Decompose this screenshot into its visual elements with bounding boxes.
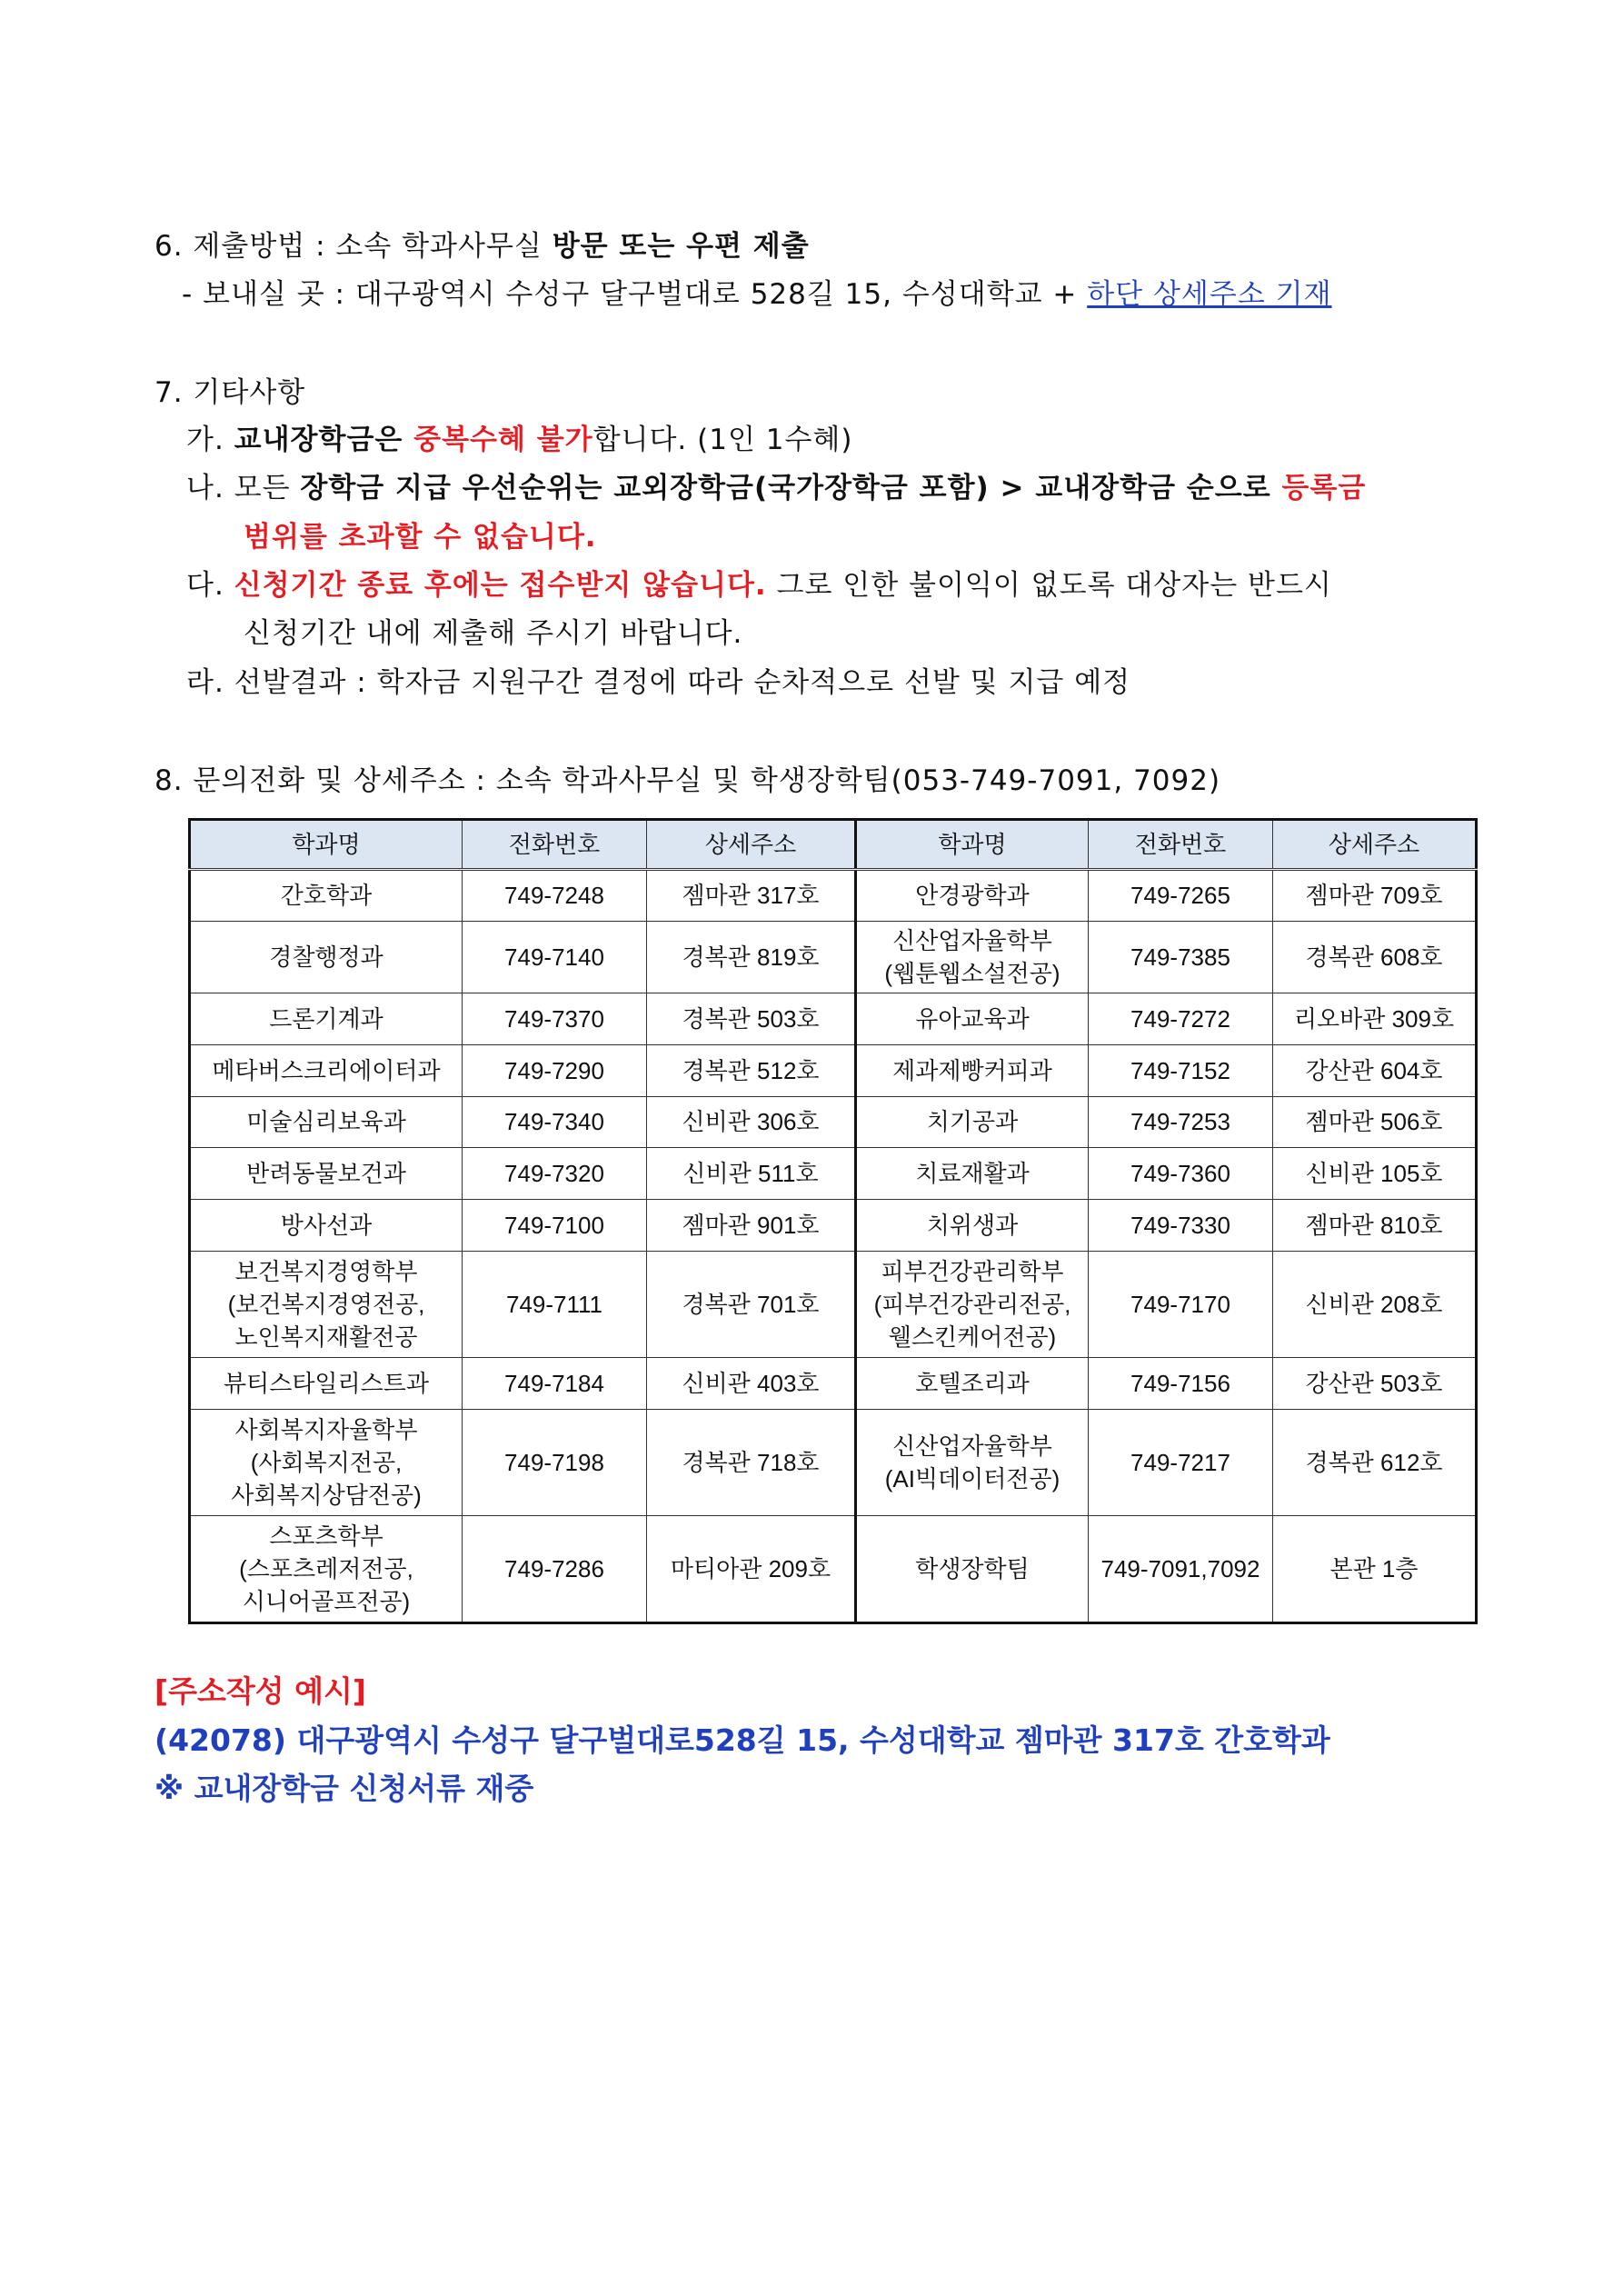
cell-line: 노인복지재활전공 bbox=[234, 1323, 418, 1351]
cell-address bbox=[1273, 1251, 1477, 1358]
cell-dept bbox=[190, 1199, 463, 1251]
address-example-heading: [주소작성 예시] bbox=[154, 1673, 366, 1709]
cell-line: 강산관 503호 bbox=[1305, 1369, 1443, 1397]
cell-line: 749-7248 bbox=[504, 882, 604, 910]
cell-line: 경찰행정과 bbox=[269, 943, 383, 971]
cell-phone bbox=[1089, 921, 1273, 993]
cell-phone bbox=[463, 1199, 647, 1251]
cell-line: 신비관 208호 bbox=[1305, 1290, 1443, 1318]
cell-phone bbox=[463, 1044, 647, 1096]
section-6-line bbox=[154, 228, 810, 265]
section-7-item-d: 라. 선발결과 : 학자금 지원구간 결정에 따라 순차적으로 선발 및 지급 예정 bbox=[186, 666, 1131, 699]
cell-dept bbox=[190, 993, 463, 1045]
cell-dept bbox=[856, 1199, 1089, 1251]
cell-phone bbox=[1089, 1516, 1273, 1623]
item-c-red: 신청기간 종료 후에는 접수받지 않습니다. bbox=[234, 569, 767, 602]
cell-line: 749-7217 bbox=[1130, 1449, 1230, 1477]
cell-line: 경복관 701호 bbox=[682, 1290, 820, 1318]
cell-phone bbox=[1089, 1199, 1273, 1251]
cell-line: 젬마관 810호 bbox=[1305, 1211, 1443, 1239]
section-6-method: 방문 또는 우편 제출 bbox=[552, 230, 810, 263]
cell-line: 마티아관 209호 bbox=[670, 1555, 831, 1583]
cell-line: 경복관 612호 bbox=[1305, 1449, 1443, 1477]
cell-line: 학생장학팀 bbox=[915, 1555, 1030, 1583]
header-address: 상세주소 bbox=[647, 820, 856, 870]
cell-phone bbox=[463, 1358, 647, 1410]
table-row bbox=[190, 1516, 1477, 1623]
cell-line: 호텔조리과 bbox=[915, 1369, 1030, 1397]
cell-dept bbox=[856, 993, 1089, 1045]
cell-address bbox=[647, 1358, 856, 1410]
cell-line: 749-7140 bbox=[504, 943, 604, 971]
cell-line: (웹툰웹소설전공) bbox=[884, 959, 1060, 987]
address-example-line: (42078) 대구광역시 수성구 달구벌대로528길 15, 수성대학교 젬마관 317호 간호학과 bbox=[154, 1722, 1330, 1758]
cell-line: 749-7156 bbox=[1130, 1369, 1230, 1397]
cell-address bbox=[1273, 1409, 1477, 1516]
cell-dept bbox=[190, 1044, 463, 1096]
cell-dept bbox=[856, 921, 1089, 993]
cell-line: 반려동물보건과 bbox=[246, 1160, 406, 1188]
cell-line: 미술심리보육과 bbox=[246, 1108, 406, 1136]
cell-dept bbox=[856, 1148, 1089, 1200]
table-row bbox=[190, 1409, 1477, 1516]
cell-line: 신비관 306호 bbox=[682, 1108, 820, 1136]
cell-dept bbox=[856, 870, 1089, 922]
table-row bbox=[190, 1199, 1477, 1251]
cell-address bbox=[1273, 1516, 1477, 1623]
cell-line: 749-7290 bbox=[504, 1056, 604, 1084]
cell-line: 749-7184 bbox=[504, 1369, 604, 1397]
item-a-marker: 가. bbox=[186, 424, 234, 456]
cell-line: 749-7385 bbox=[1130, 943, 1230, 971]
item-a-red: 중복수혜 불가 bbox=[413, 424, 593, 456]
cell-address bbox=[647, 1199, 856, 1251]
cell-line: 안경광학과 bbox=[915, 882, 1030, 910]
address-example-note: ※ 교내장학금 신청서류 재중 bbox=[154, 1771, 534, 1806]
item-b-bold: 장학금 지급 우선순위는 교외장학금(국가장학금 포함) > 교내장학금 순으로 bbox=[300, 472, 1282, 504]
cell-dept bbox=[856, 1516, 1089, 1623]
cell-line: 749-7111 bbox=[505, 1290, 603, 1318]
cell-dept bbox=[190, 1251, 463, 1358]
cell-line: 간호학과 bbox=[280, 882, 373, 910]
cell-dept bbox=[856, 1409, 1089, 1516]
item-a-rest: 합니다. (1인 1수혜) bbox=[592, 424, 853, 456]
cell-address bbox=[647, 1148, 856, 1200]
table-row bbox=[190, 921, 1477, 993]
table-row bbox=[190, 1044, 1477, 1096]
cell-line: 신비관 105호 bbox=[1305, 1160, 1443, 1188]
item-b-red: 등록금 bbox=[1281, 472, 1367, 504]
cell-line: (스포츠레저전공, bbox=[239, 1555, 413, 1583]
cell-line: 시니어골프전공) bbox=[242, 1588, 411, 1616]
cell-line: (보건복지경영전공, bbox=[227, 1290, 425, 1318]
cell-phone bbox=[1089, 993, 1273, 1045]
cell-line: 유아교육과 bbox=[915, 1004, 1030, 1033]
table-row bbox=[190, 993, 1477, 1045]
detail-address-link[interactable]: 하단 상세주소 기재 bbox=[1087, 278, 1332, 311]
cell-dept bbox=[856, 1251, 1089, 1358]
cell-phone bbox=[463, 1096, 647, 1148]
cell-line: 웰스킨케어전공) bbox=[888, 1323, 1057, 1351]
cell-line: 경복관 512호 bbox=[682, 1056, 820, 1084]
table-row bbox=[190, 1096, 1477, 1148]
cell-line: 본관 1층 bbox=[1329, 1555, 1419, 1583]
cell-phone bbox=[463, 1251, 647, 1358]
cell-address bbox=[647, 1516, 856, 1623]
cell-line: 젬마관 506호 bbox=[1305, 1108, 1443, 1136]
cell-line: 신산업자율학부 bbox=[892, 1433, 1052, 1461]
cell-dept bbox=[190, 1358, 463, 1410]
item-c-marker: 다. bbox=[186, 569, 234, 602]
cell-address bbox=[1273, 1358, 1477, 1410]
cell-phone bbox=[463, 993, 647, 1045]
cell-address bbox=[1273, 1044, 1477, 1096]
cell-line: 강산관 604호 bbox=[1305, 1056, 1443, 1084]
cell-line: 경복관 819호 bbox=[682, 943, 820, 971]
cell-dept bbox=[856, 1044, 1089, 1096]
section-6-label: 6. 제출방법 : 소속 학과사무실 bbox=[154, 230, 553, 263]
cell-phone bbox=[1089, 1358, 1273, 1410]
cell-dept bbox=[190, 1096, 463, 1148]
cell-address bbox=[647, 1409, 856, 1516]
cell-dept bbox=[190, 870, 463, 922]
cell-line: 신산업자율학부 bbox=[892, 926, 1052, 954]
cell-line: 스포츠학부 bbox=[269, 1522, 383, 1551]
cell-line: 749-7265 bbox=[1130, 882, 1230, 910]
cell-line: 사회복지자율학부 bbox=[234, 1416, 418, 1444]
cell-dept bbox=[856, 1358, 1089, 1410]
section-7-item-a bbox=[186, 422, 852, 458]
cell-dept bbox=[190, 1409, 463, 1516]
cell-address bbox=[1273, 870, 1477, 922]
cell-dept bbox=[856, 1096, 1089, 1148]
cell-line: 749-7320 bbox=[504, 1160, 604, 1188]
cell-address bbox=[1273, 1096, 1477, 1148]
table-row bbox=[190, 1148, 1477, 1200]
cell-line: 사회복지상담전공) bbox=[231, 1482, 422, 1510]
cell-line: 치료재활과 bbox=[915, 1160, 1030, 1188]
cell-line: 경복관 608호 bbox=[1305, 943, 1443, 971]
cell-dept bbox=[190, 1148, 463, 1200]
cell-address bbox=[647, 1096, 856, 1148]
cell-line: 749-7091,7092 bbox=[1100, 1555, 1260, 1583]
item-c-rest: 그로 인한 불이익이 없도록 대상자는 반드시 bbox=[766, 569, 1332, 602]
cell-line: 메타버스크리에이터과 bbox=[212, 1056, 441, 1084]
cell-address bbox=[647, 870, 856, 922]
cell-phone bbox=[1089, 1044, 1273, 1096]
table-header-row bbox=[190, 820, 1477, 870]
cell-line: 신비관 511호 bbox=[682, 1160, 819, 1188]
cell-phone bbox=[463, 1516, 647, 1623]
cell-line: 749-7100 bbox=[504, 1211, 604, 1239]
cell-line: 뷰티스타일리스트과 bbox=[223, 1369, 430, 1397]
cell-line: 749-7152 bbox=[1130, 1056, 1230, 1084]
cell-line: 749-7370 bbox=[504, 1004, 604, 1033]
cell-line: 749-7340 bbox=[504, 1108, 604, 1136]
header-dept: 학과명 bbox=[190, 820, 463, 870]
cell-line: 드론기계과 bbox=[269, 1004, 383, 1033]
cell-phone bbox=[1089, 1148, 1273, 1200]
cell-line: 749-7198 bbox=[504, 1449, 604, 1477]
cell-line: 신비관 403호 bbox=[682, 1369, 820, 1397]
section-8-title: 8. 문의전화 및 상세주소 : 소속 학과사무실 및 학생장학팀(053-749-7091, 7092) bbox=[154, 764, 1221, 797]
cell-phone bbox=[463, 921, 647, 993]
cell-line: 피부건강관리학부 bbox=[881, 1257, 1064, 1285]
item-b-marker: 나. 모든 bbox=[186, 472, 301, 504]
cell-line: 젬마관 317호 bbox=[682, 882, 820, 910]
cell-address bbox=[647, 1251, 856, 1358]
section-6-destination bbox=[182, 276, 1332, 313]
section-7-item-c bbox=[186, 567, 1332, 604]
cell-line: 경복관 718호 bbox=[682, 1449, 820, 1477]
cell-phone bbox=[1089, 1251, 1273, 1358]
table-row bbox=[190, 870, 1477, 922]
cell-line: (피부건강관리전공, bbox=[873, 1290, 1071, 1318]
cell-line: 젬마관 901호 bbox=[682, 1211, 820, 1239]
cell-line: 보건복지경영학부 bbox=[234, 1257, 418, 1285]
header-phone: 전화번호 bbox=[463, 820, 647, 870]
cell-line: 749-7360 bbox=[1130, 1160, 1230, 1188]
destination-text: - 보내실 곳 : 대구광역시 수성구 달구벌대로 528길 15, 수성대학교 + bbox=[182, 278, 1088, 311]
cell-address bbox=[647, 993, 856, 1045]
cell-line: 치위생과 bbox=[926, 1211, 1019, 1239]
cell-line: 젬마관 709호 bbox=[1305, 882, 1443, 910]
section-7-item-b-cont: 범위를 초과할 수 없습니다. bbox=[244, 521, 597, 554]
cell-dept bbox=[190, 1516, 463, 1623]
cell-line: 방사선과 bbox=[280, 1211, 373, 1239]
section-7-item-c-cont: 신청기간 내에 제출해 주시기 바랍니다. bbox=[244, 617, 743, 650]
item-a-bold: 교내장학금은 bbox=[234, 424, 414, 456]
cell-line: (AI빅데이터전공) bbox=[884, 1465, 1060, 1493]
cell-phone bbox=[1089, 1096, 1273, 1148]
cell-address bbox=[647, 921, 856, 993]
table-row bbox=[190, 1358, 1477, 1410]
section-7-item-b bbox=[186, 470, 1366, 506]
cell-line: 749-7253 bbox=[1130, 1108, 1230, 1136]
cell-line: 749-7170 bbox=[1130, 1290, 1230, 1318]
table-row bbox=[190, 1251, 1477, 1358]
cell-address bbox=[1273, 921, 1477, 993]
header-phone: 전화번호 bbox=[1089, 820, 1273, 870]
cell-address bbox=[1273, 993, 1477, 1045]
cell-address bbox=[1273, 1199, 1477, 1251]
cell-phone bbox=[463, 1148, 647, 1200]
cell-line: 치기공과 bbox=[926, 1108, 1019, 1136]
cell-line: 제과제빵커피과 bbox=[892, 1056, 1052, 1084]
cell-line: (사회복지전공, bbox=[250, 1449, 403, 1477]
cell-address bbox=[647, 1044, 856, 1096]
cell-line: 경복관 503호 bbox=[682, 1004, 820, 1033]
cell-line: 749-7286 bbox=[504, 1555, 604, 1583]
department-table bbox=[188, 818, 1478, 1624]
cell-dept bbox=[190, 921, 463, 993]
cell-line: 리오바관 309호 bbox=[1293, 1004, 1455, 1033]
cell-line: 749-7272 bbox=[1130, 1004, 1230, 1033]
section-7-title: 7. 기타사항 bbox=[154, 376, 306, 409]
header-address: 상세주소 bbox=[1273, 820, 1477, 870]
cell-address bbox=[1273, 1148, 1477, 1200]
cell-phone bbox=[463, 870, 647, 922]
cell-phone bbox=[1089, 870, 1273, 922]
cell-phone bbox=[1089, 1409, 1273, 1516]
cell-phone bbox=[463, 1409, 647, 1516]
cell-line: 749-7330 bbox=[1130, 1211, 1230, 1239]
header-dept: 학과명 bbox=[856, 820, 1089, 870]
